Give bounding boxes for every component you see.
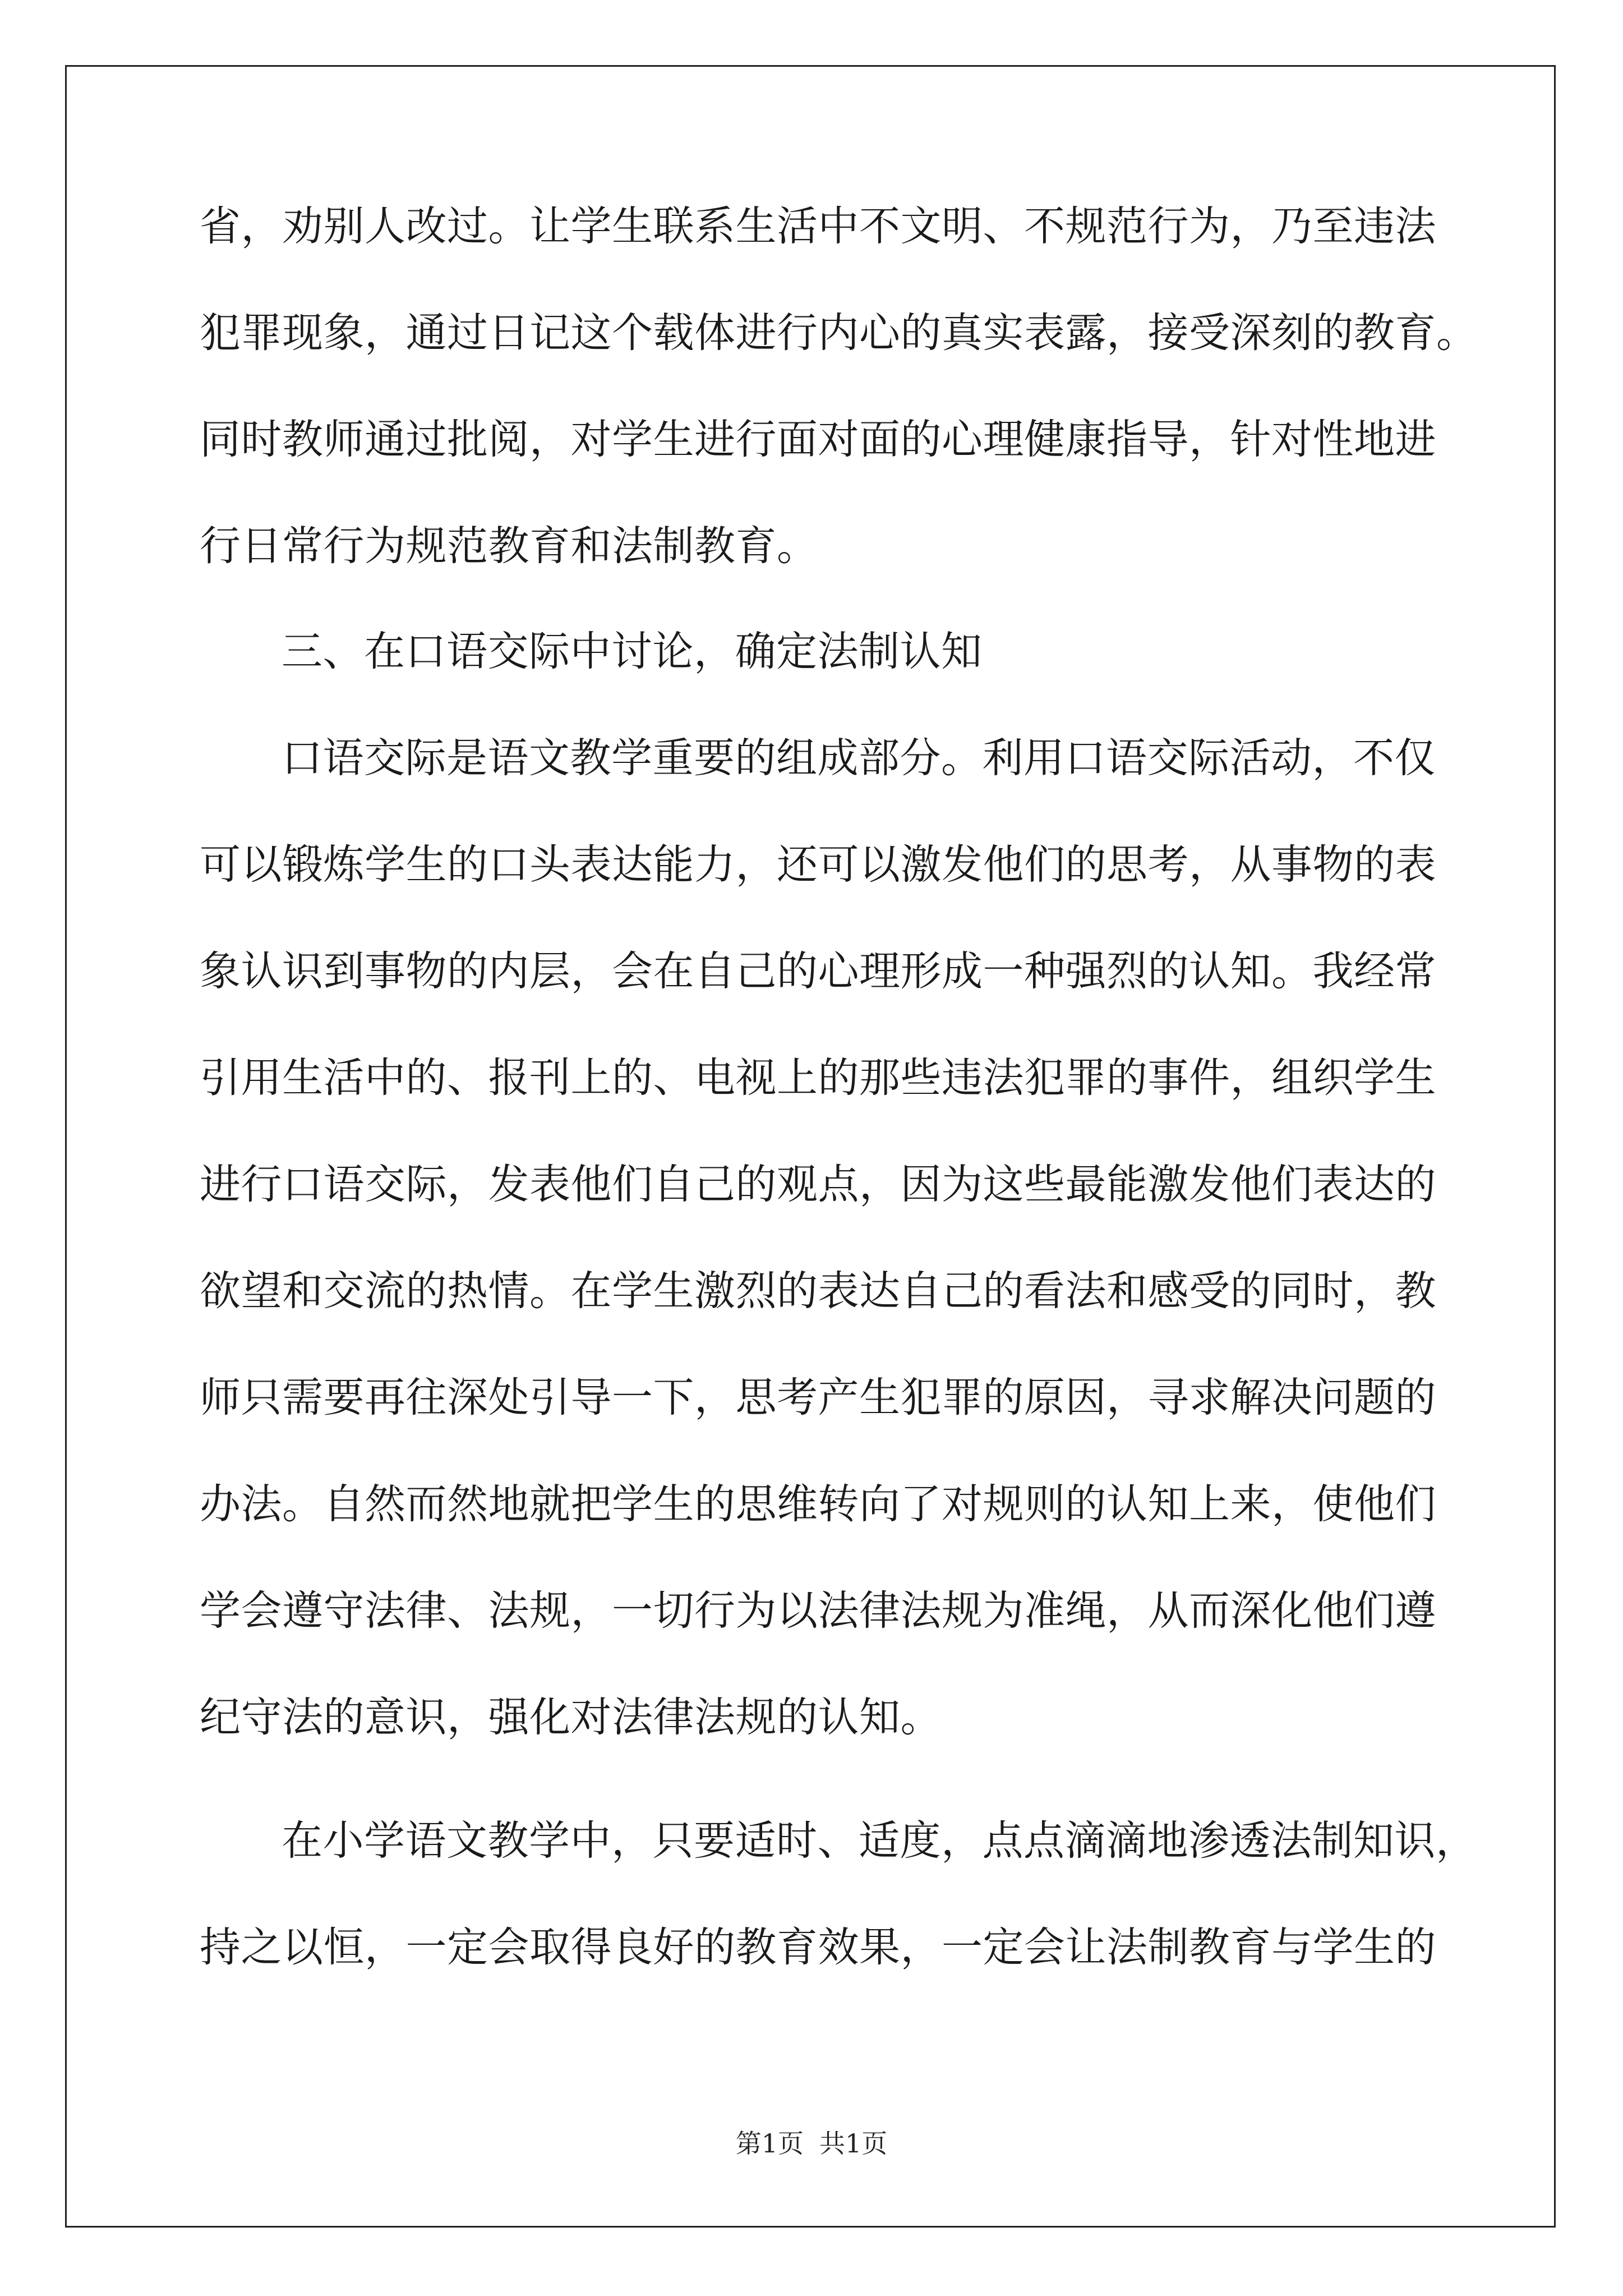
- page-border: [65, 65, 1556, 2228]
- text-line: 可以锻炼学生的口头表达能力，还可以激发他们的思考，从事物的表: [200, 841, 1436, 889]
- section-heading: 三、在口语交际中讨论，确定法制认知: [282, 628, 983, 675]
- text-line: 学会遵守法律、法规，一切行为以法律法规为准绳，从而深化他们遵: [200, 1587, 1436, 1635]
- text-line: 办法。自然而然地就把学生的思维转向了对规则的认知上来，使他们: [200, 1480, 1436, 1528]
- text-line: 口语交际是语文教学重要的组成部分。利用口语交际活动，不仅: [282, 734, 1436, 782]
- page-number: 第1页: [735, 2128, 804, 2159]
- text-line: 持之以恒，一定会取得良好的教育效果，一定会让法制教育与学生的: [200, 1924, 1436, 1971]
- text-line: 纪守法的意识，强化对法律法规的认知。: [200, 1694, 942, 1741]
- text-line: 欲望和交流的热情。在学生激烈的表达自己的看法和感受的同时，教: [200, 1267, 1436, 1315]
- page-total: 共1页: [819, 2128, 888, 2159]
- text-line: 象认识到事物的内层，会在自己的心理形成一种强烈的认知。我经常: [200, 947, 1436, 995]
- text-line: 引用生活中的、报刊上的、电视上的那些违法犯罪的事件，组织学生: [200, 1054, 1436, 1102]
- text-line: 省，劝别人改过。让学生联系生活中不文明、不规范行为，乃至违法: [200, 203, 1436, 250]
- page-footer: [0, 2127, 1623, 2160]
- text-line: 进行口语交际，发表他们自己的观点，因为这些最能激发他们表达的: [200, 1161, 1436, 1208]
- text-line: 同时教师通过批阅，对学生进行面对面的心理健康指导，针对性地进: [200, 416, 1436, 463]
- text-line: 师只需要再往深处引导一下，思考产生犯罪的原因，寻求解决问题的: [200, 1374, 1436, 1421]
- text-line: 在小学语文教学中，只要适时、适度，点点滴滴地渗透法制知识，: [282, 1817, 1477, 1865]
- text-line: 行日常行为规范教育和法制教育。: [200, 522, 818, 570]
- text-line: 犯罪现象，通过日记这个载体进行内心的真实表露，接受深刻的教育。: [200, 309, 1478, 357]
